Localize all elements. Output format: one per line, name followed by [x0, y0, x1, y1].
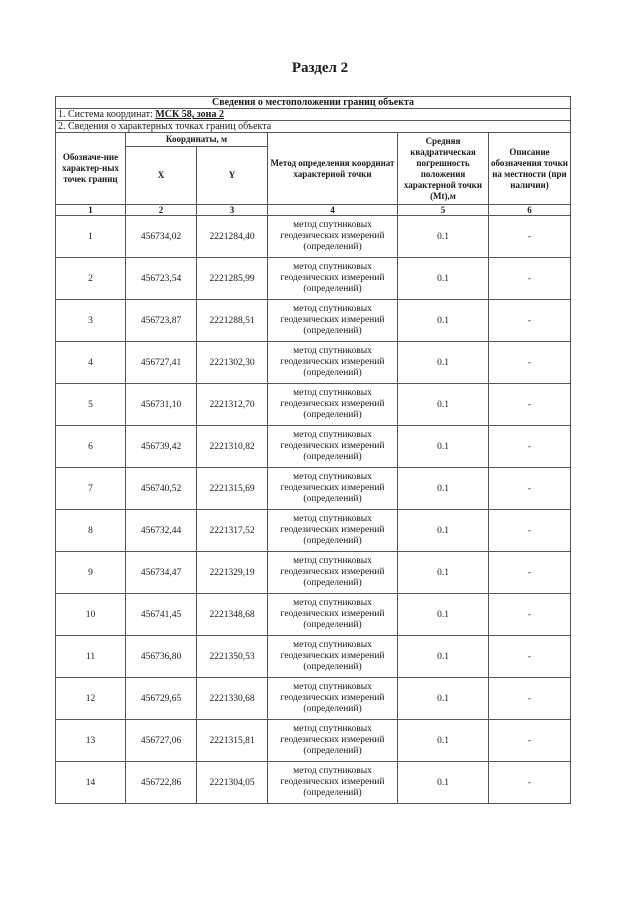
description-value: - — [489, 258, 571, 300]
y-coordinate: 2221317,52 — [197, 510, 268, 552]
method-text: метод спутниковых геодезических измерений (определений) — [268, 426, 398, 468]
point-number: 13 — [56, 720, 126, 762]
point-number: 2 — [56, 258, 126, 300]
method-text: метод спутниковых геодезических измерений (определений) — [268, 300, 398, 342]
point-number: 9 — [56, 552, 126, 594]
method-text: метод спутниковых геодезических измерений (определений) — [268, 594, 398, 636]
error-value: 0.1 — [398, 720, 489, 762]
coordinate-system-label: 1. Система координат: — [58, 109, 153, 120]
header-x: X — [126, 147, 197, 205]
description-value: - — [489, 510, 571, 552]
method-text: метод спутниковых геодезических измерений (определений) — [268, 468, 398, 510]
column-number: 5 — [398, 205, 489, 216]
table-row — [56, 636, 571, 678]
y-coordinate: 2221288,51 — [197, 300, 268, 342]
table-row — [56, 468, 571, 510]
description-value: - — [489, 636, 571, 678]
description-value: - — [489, 720, 571, 762]
table-row — [56, 300, 571, 342]
table-row — [56, 678, 571, 720]
x-coordinate: 456723,54 — [126, 258, 197, 300]
table-row — [56, 426, 571, 468]
x-coordinate: 456722,86 — [126, 762, 197, 804]
point-number: 4 — [56, 342, 126, 384]
description-value: - — [489, 762, 571, 804]
error-value: 0.1 — [398, 300, 489, 342]
header-method: Метод определения координат характерной точки — [268, 133, 398, 205]
method-text: метод спутниковых геодезических измерений (определений) — [268, 258, 398, 300]
description-value: - — [489, 300, 571, 342]
column-number: 4 — [268, 205, 398, 216]
method-text: метод спутниковых геодезических измерений (определений) — [268, 216, 398, 258]
x-coordinate: 456729,65 — [126, 678, 197, 720]
table-row — [56, 720, 571, 762]
method-text: метод спутниковых геодезических измерений (определений) — [268, 636, 398, 678]
table-row — [56, 258, 571, 300]
point-number: 10 — [56, 594, 126, 636]
error-value: 0.1 — [398, 426, 489, 468]
page-title: Раздел 2 — [291, 60, 349, 76]
column-number: 6 — [489, 205, 571, 216]
x-coordinate: 456732,44 — [126, 510, 197, 552]
y-coordinate: 2221302,30 — [197, 342, 268, 384]
coordinate-system-value: МСК 58, зона 2 — [155, 109, 224, 120]
x-coordinate: 456734,02 — [126, 216, 197, 258]
table-row — [56, 762, 571, 804]
point-number: 12 — [56, 678, 126, 720]
column-number: 2 — [126, 205, 197, 216]
method-text: метод спутниковых геодезических измерений (определений) — [268, 678, 398, 720]
description-value: - — [489, 552, 571, 594]
table-row — [56, 384, 571, 426]
description-value: - — [489, 216, 571, 258]
error-value: 0.1 — [398, 384, 489, 426]
x-coordinate: 456723,87 — [126, 300, 197, 342]
table-row — [56, 342, 571, 384]
coordinate-system-row — [56, 109, 571, 121]
method-text: метод спутниковых геодезических измерений (определений) — [268, 384, 398, 426]
header-description: Описание обозначения точки на местности (при наличии) — [489, 133, 571, 205]
point-number: 14 — [56, 762, 126, 804]
column-numbers-row — [56, 205, 571, 216]
x-coordinate: 456727,41 — [126, 342, 197, 384]
point-number: 1 — [56, 216, 126, 258]
error-value: 0.1 — [398, 216, 489, 258]
method-text: метод спутниковых геодезических измерений (определений) — [268, 552, 398, 594]
point-number: 7 — [56, 468, 126, 510]
description-value: - — [489, 384, 571, 426]
error-value: 0.1 — [398, 258, 489, 300]
point-number: 6 — [56, 426, 126, 468]
description-value: - — [489, 426, 571, 468]
error-value: 0.1 — [398, 510, 489, 552]
error-value: 0.1 — [398, 762, 489, 804]
method-text: метод спутниковых геодезических измерений (определений) — [268, 720, 398, 762]
error-value: 0.1 — [398, 678, 489, 720]
x-coordinate: 456739,42 — [126, 426, 197, 468]
table-row — [56, 510, 571, 552]
error-value: 0.1 — [398, 468, 489, 510]
x-coordinate: 456736,80 — [126, 636, 197, 678]
error-value: 0.1 — [398, 552, 489, 594]
y-coordinate: 2221348,68 — [197, 594, 268, 636]
y-coordinate: 2221330,68 — [197, 678, 268, 720]
point-number: 11 — [56, 636, 126, 678]
x-coordinate: 456741,45 — [126, 594, 197, 636]
method-text: метод спутниковых геодезических измерений (определений) — [268, 510, 398, 552]
table-row — [56, 594, 571, 636]
column-number: 3 — [197, 205, 268, 216]
x-coordinate: 456731,10 — [126, 384, 197, 426]
error-value: 0.1 — [398, 342, 489, 384]
y-coordinate: 2221304,05 — [197, 762, 268, 804]
header-error: Средняя квадратическая погрешность положения характерной точки (Mt),м — [398, 133, 489, 205]
column-number: 1 — [56, 205, 126, 216]
x-coordinate: 456727,06 — [126, 720, 197, 762]
table-caption: Сведения о местоположении границ объекта — [56, 97, 571, 109]
y-coordinate: 2221329,19 — [197, 552, 268, 594]
header-coordinates: Координаты, м — [126, 133, 268, 147]
table-row — [56, 552, 571, 594]
y-coordinate: 2221315,81 — [197, 720, 268, 762]
y-coordinate: 2221284,40 — [197, 216, 268, 258]
method-text: метод спутниковых геодезических измерений (определений) — [268, 762, 398, 804]
y-coordinate: 2221312,70 — [197, 384, 268, 426]
y-coordinate: 2221350,53 — [197, 636, 268, 678]
x-coordinate: 456740,52 — [126, 468, 197, 510]
description-value: - — [489, 678, 571, 720]
description-value: - — [489, 468, 571, 510]
error-value: 0.1 — [398, 636, 489, 678]
points-info-row: 2. Сведения о характерных точках границ объекта — [56, 121, 571, 133]
error-value: 0.1 — [398, 594, 489, 636]
y-coordinate: 2221310,82 — [197, 426, 268, 468]
y-coordinate: 2221315,69 — [197, 468, 268, 510]
description-value: - — [489, 342, 571, 384]
header-designation: Обозначе-ние характер-ных точек границ — [56, 133, 126, 205]
boundary-points-table — [55, 96, 571, 804]
header-y: Y — [197, 147, 268, 205]
table-row — [56, 216, 571, 258]
point-number: 3 — [56, 300, 126, 342]
y-coordinate: 2221285,99 — [197, 258, 268, 300]
x-coordinate: 456734,47 — [126, 552, 197, 594]
point-number: 8 — [56, 510, 126, 552]
point-number: 5 — [56, 384, 126, 426]
method-text: метод спутниковых геодезических измерений (определений) — [268, 342, 398, 384]
description-value: - — [489, 594, 571, 636]
